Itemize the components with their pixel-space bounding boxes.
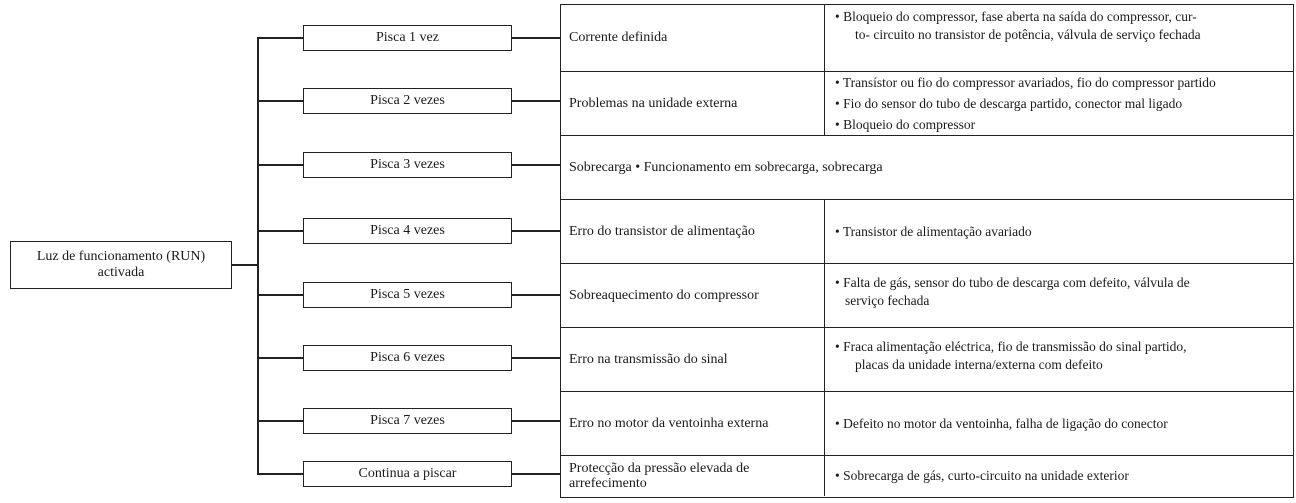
blink-label: Pisca 4 vezes <box>370 223 445 238</box>
cause-line: • Fio do sensor do tubo de descarga partido, conector mal ligado <box>835 96 1183 111</box>
link-line-3 <box>512 164 560 166</box>
cause-line: • Transístor ou fio do compressor avariados, fio do compressor partido <box>835 75 1216 90</box>
blink-label: Continua a piscar <box>358 466 457 481</box>
problem-cell: Sobrecarga • Funcionamento em sobrecarga, sobrecarga <box>569 159 883 175</box>
link-line-6 <box>512 357 560 359</box>
table-row <box>561 135 1293 199</box>
blink-box-7 <box>303 408 512 434</box>
blink-label: Pisca 3 vezes <box>370 157 445 172</box>
cause-cell <box>825 392 1293 455</box>
diagnosis-table <box>560 4 1294 498</box>
link-line-5 <box>512 294 560 296</box>
branch-line-5 <box>257 294 303 296</box>
table-row <box>561 327 1293 391</box>
cause-cell <box>825 72 1293 135</box>
blink-box-3 <box>303 152 512 178</box>
blink-label: Pisca 2 vezes <box>370 93 445 108</box>
link-line-8 <box>512 473 560 475</box>
problem-cell: Protecção da pressão elevada de arrefecimento <box>561 456 825 496</box>
blink-label: Pisca 5 vezes <box>370 287 445 302</box>
problem-cell: Corrente definida <box>561 5 825 71</box>
link-line-7 <box>512 420 560 422</box>
cause-line: • Sobrecarga de gás, curto-circuito na unidade exterior <box>835 468 1129 483</box>
blink-box-5 <box>303 282 512 308</box>
problem-cell: Erro no motor da ventoinha externa <box>561 392 825 455</box>
problem-cell: Erro na transmissão do sinal <box>561 328 825 391</box>
table-row <box>561 199 1293 263</box>
link-line-2 <box>512 100 560 102</box>
cause-line: • Fraca alimentação eléctrica, fio de transmissão do sinal partido, <box>835 339 1187 354</box>
problem-cell: Problemas na unidade externa <box>561 72 825 135</box>
cause-cell <box>825 456 1293 496</box>
cause-line: to- circuito no transistor de potência, válvula de serviço fechada <box>855 27 1201 42</box>
vertical-trunk <box>257 37 259 474</box>
problem-cell: Erro do transistor de alimentação <box>561 200 825 263</box>
branch-line-8 <box>257 473 303 475</box>
branch-line-6 <box>257 357 303 359</box>
branch-line-7 <box>257 420 303 422</box>
branch-line-3 <box>257 164 303 166</box>
branch-line-1 <box>257 37 303 39</box>
cause-cell <box>825 200 1293 263</box>
cause-cell <box>825 264 1293 327</box>
cause-line: • Bloqueio do compressor, fase aberta na saída do compressor, cur- <box>835 9 1197 24</box>
link-line-1 <box>512 37 560 39</box>
blink-label: Pisca 7 vezes <box>370 413 445 428</box>
table-row <box>561 5 1293 71</box>
branch-line-2 <box>257 100 303 102</box>
cause-line: placas da unidade interna/externa com defeito <box>855 357 1103 372</box>
blink-box-6 <box>303 345 512 371</box>
root-label: Luz de funcionamento (RUN) activada <box>36 249 206 280</box>
table-row <box>561 455 1293 496</box>
blink-label: Pisca 1 vez <box>376 30 439 45</box>
root-connector <box>232 264 258 266</box>
problem-cell: Sobreaquecimento do compressor <box>561 264 825 327</box>
cause-cell <box>825 5 1293 71</box>
cause-line: • Bloqueio do compressor <box>835 117 976 132</box>
link-line-4 <box>512 230 560 232</box>
root-box <box>10 241 232 289</box>
cause-line: • Defeito no motor da ventoinha, falha de ligação do conector <box>835 415 1168 431</box>
cause-line: • Falta de gás, sensor do tubo de descarga com defeito, válvula de <box>835 275 1190 290</box>
blink-box-2 <box>303 88 512 114</box>
table-row <box>561 71 1293 135</box>
blink-label: Pisca 6 vezes <box>370 350 445 365</box>
cause-line: • Transistor de alimentação avariado <box>835 223 1032 239</box>
blink-box-1 <box>303 25 512 51</box>
cause-line: serviço fechada <box>845 293 930 308</box>
cause-cell <box>825 328 1293 391</box>
blink-box-8 <box>303 461 512 487</box>
table-row <box>561 263 1293 327</box>
blink-box-4 <box>303 218 512 244</box>
table-row <box>561 391 1293 455</box>
branch-line-4 <box>257 230 303 232</box>
